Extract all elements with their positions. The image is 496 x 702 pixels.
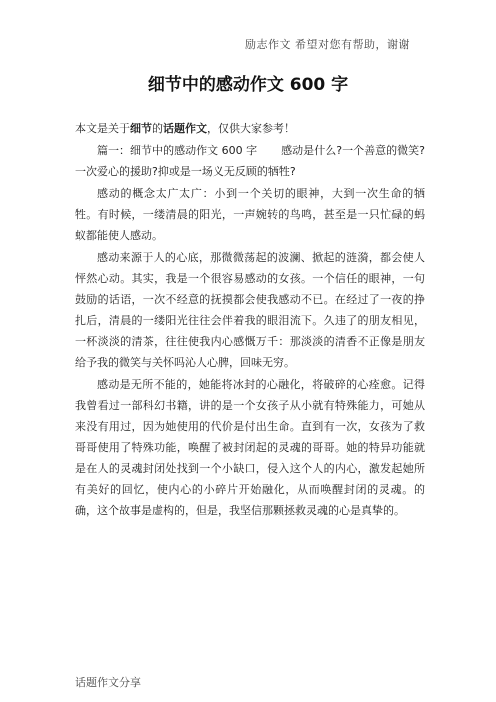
- intro-middle: 的: [152, 122, 163, 135]
- body-paragraph-2: 感动来源于人的心底，那微微荡起的波澜、掀起的涟漪，都会使人怦然心动。其实，我是一个很容易感动的女孩。一个信任的眼神，一句鼓励的话语，一次不经意的抚摸都会使我感动不已。在经过了一夜的挣扎后，清晨的一缕阳光往往会伴着我的眼泪流下。久违了的朋友相见，一杯淡淡的清茶，往往使我内心感慨万千：那淡淡的清香不正像是朋友给予我的微笑与关怀吗沁人心脾，回味无穷。: [75, 251, 425, 369]
- chapter-label: 篇一：细节中的感动作文 600 字: [97, 144, 258, 157]
- footer-note: 话题作文分享: [75, 676, 141, 689]
- intro-line: [75, 118, 425, 139]
- document-title: 细节中的感动作文 600 字: [147, 75, 349, 95]
- intro-prefix: 本文是关于: [75, 122, 130, 135]
- intro-keyword-topic: 话题作文: [163, 122, 207, 135]
- header-note: 励志作文 希望对您有帮助，谢谢: [245, 38, 410, 51]
- intro-keyword-detail: 细节: [130, 122, 152, 135]
- document-body: [75, 118, 425, 522]
- body-paragraph-3: 感动是无所不能的，她能将冰封的心融化，将破碎的心痊愈。记得我曾看过一部科幻书籍，讲的是一个女孩子从小就有特殊能力，可她从来没有用过，因为她使用的代价是付出生命。直到有一次，女孩为了救哥哥使用了特殊功能，唤醒了被封闭起的灵魂的哥哥。她的特异功能就是在人的灵魂封闭处找到一个小缺口，侵入这个人的内心，激发起她所有美好的回忆，使内心的小碎片开始融化，从而唤醒封闭的灵魂。的确，这个故事是虚构的，但是，我坚信那颗拯救灵魂的心是真挚的。: [75, 378, 425, 517]
- body-paragraph-1: 感动的概念太广太广：小到一个关切的眼神，大到一次生命的牺牲。有时候，一缕清晨的阳光，一声婉转的鸟鸣，甚至是一只忙碌的蚂蚁都能使人感动。: [75, 187, 425, 242]
- chapter-paragraph: [75, 140, 425, 182]
- intro-suffix: ，仅供大家参考！: [207, 122, 295, 135]
- chapter-text: 感动是什么?一个善意的微笑?一次爱心的援助?抑或是一场义无反顾的牺牲?: [75, 144, 425, 178]
